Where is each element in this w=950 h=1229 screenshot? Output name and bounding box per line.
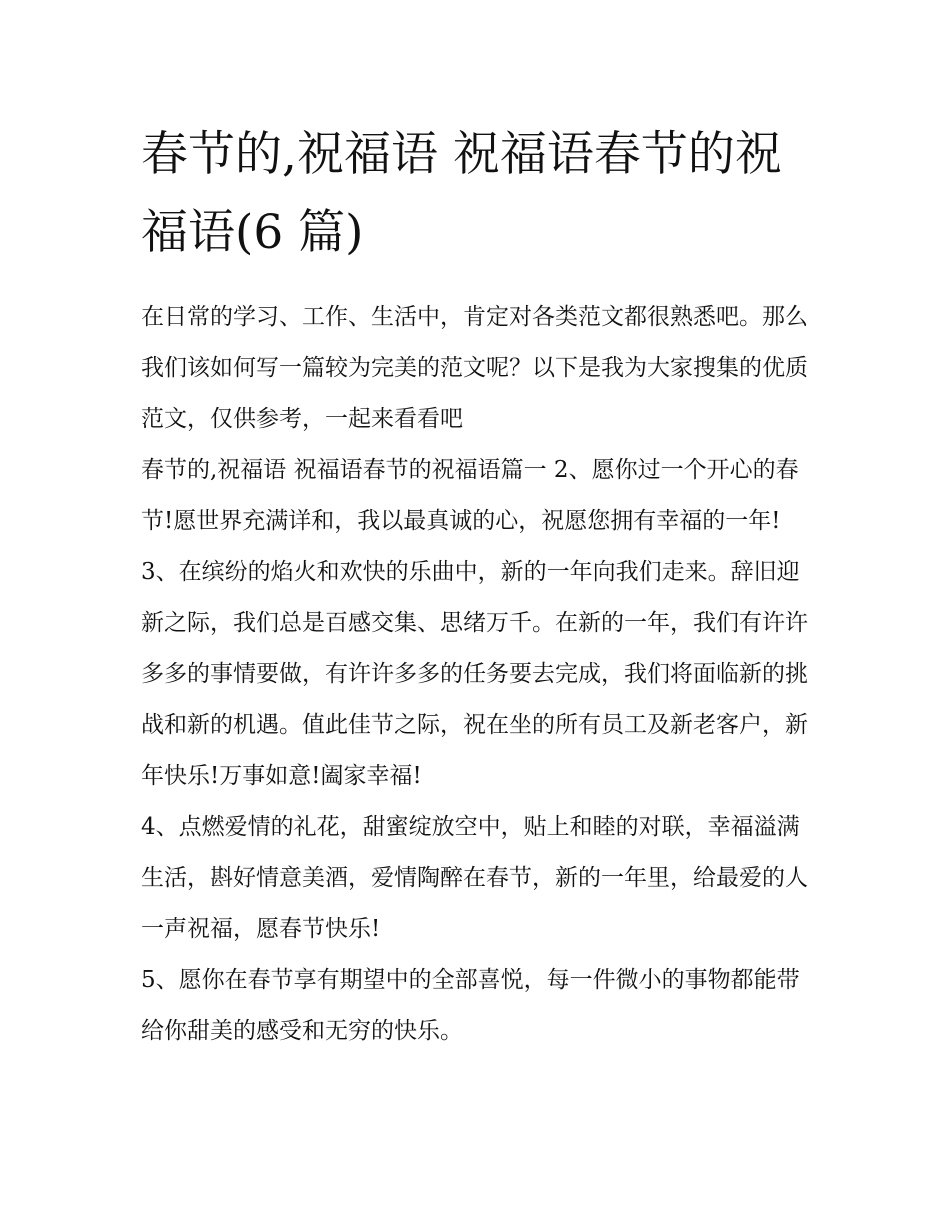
greeting-paragraph-3: 3、在缤纷的焰火和欢快的乐曲中，新的一年向我们走来。辞旧迎新之际，我们总是百感交集、思绪万千。在新的一年，我们有许许多多的事情要做，有许许多多的任务要去完成，我们将面临新的挑战和新的机遇。值此佳节之际，祝在坐的所有员工及新老客户，新年快乐!万事如意!阖家幸福!: [141, 559, 808, 789]
intro-paragraph: 在日常的学习、工作、生活中，肯定对各类范文都很熟悉吧。那么我们该如何写一篇较为完美的范文呢？以下是我为大家搜集的优质范文，仅供参考，一起来看看吧: [141, 304, 808, 432]
document-page: [141, 0, 811, 1057]
document-body: [141, 292, 811, 1057]
document-title: 春节的,祝福语 祝福语春节的祝福语(6 篇): [141, 127, 782, 260]
greeting-paragraph-2: 春节的,祝福语 祝福语春节的祝福语篇一 2、愿你过一个开心的春节!愿世界充满详和，我以最真诚的心，祝愿您拥有幸福的一年!: [141, 457, 799, 534]
greeting-paragraph-5: 5、愿你在春节享有期望中的全部喜悦，每一件微小的事物都能带给你甜美的感受和无穷的快乐。: [141, 967, 800, 1044]
greeting-paragraph-4: 4、点燃爱情的礼花，甜蜜绽放空中，贴上和睦的对联，幸福溢满生活，斟好情意美酒，爱情陶醉在春节，新的一年里，给最爱的人一声祝福，愿春节快乐!: [141, 814, 808, 942]
